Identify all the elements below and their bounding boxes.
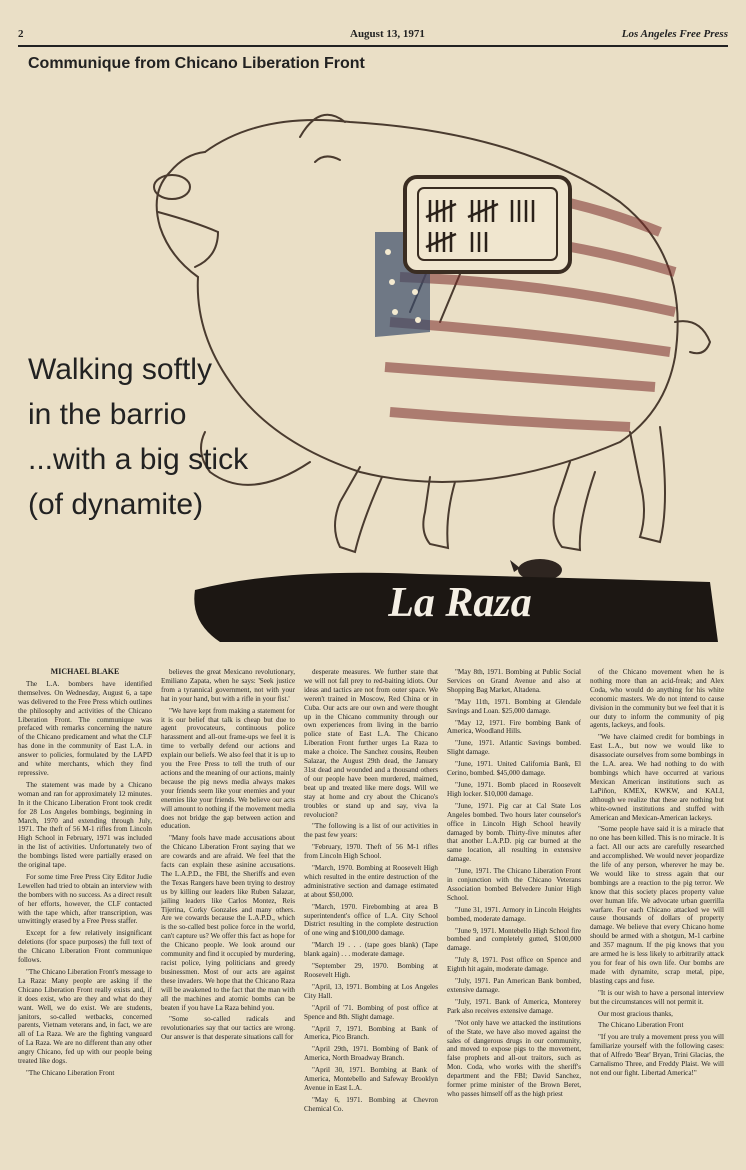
paragraph: "We have kept from making a statement for it is our belief that talk is cheap but due to agent provocateurs, continuous police harassment and all-out frame-ups we feel it is time to verbally defend our actions and explain our beliefs. We also feel that it is up to you the Free Press to tell the truth of our actions and the meaning of our actions, mainly because the pig news media always makes your friends seem like your enemies and your enemies like your friends. We believe our acts will amount to nothing if the movement media does not bridge the gap between action and education. (161, 706, 295, 831)
paragraph: "June, 1971. United California Bank, El Cerino, bombed. $45,000 damage. (447, 760, 581, 778)
paragraph: "Some so-called radicals and revolutionaries say that our tactics are wrong. Our answer is that desperate situations call for (161, 1015, 295, 1042)
paragraph: "It is our wish to have a personal interview but the circumstances will not permit it. (590, 988, 724, 1006)
paragraph: "April 29th, 1971. Bombing of Bank of America, North Broadway Branch. (304, 1045, 438, 1063)
paragraph: The Chicano Liberation Front (598, 1021, 684, 1030)
paragraph: "April 30, 1971. Bombing at Bank of America, Montebello and Safeway Brooklyn Avenue in East L.A. (304, 1066, 438, 1092)
article-column-5 (590, 668, 724, 1158)
byline: MICHAEL BLAKE (50, 668, 120, 676)
paragraph: "June, 1971. Pig car at Cal State Los Angeles bombed. Two hours later counselor's office in Lincoln High School heavily damaged by bomb. Thirty-five minutes after that another L.A.P.D. pig car burned at the same location, all resulting in extensive damage. (447, 801, 581, 864)
paragraph: "April of '71. Bombing of post office at Spence and 8th. Slight damage. (304, 1003, 438, 1021)
headline-line-2: in the barrio (28, 398, 187, 431)
headline (28, 355, 308, 535)
page-number: 2 (18, 28, 24, 40)
paragraph: Except for a few relatively insignificant deletions (for space purposes) the full text of the Chicano Liberation Front communique follows. (18, 929, 152, 965)
issue-date: August 13, 1971 (350, 28, 425, 40)
article-column-3 (304, 668, 438, 1158)
article-body (18, 668, 728, 1158)
article-column-1 (18, 668, 152, 1158)
headline-line-1: Walking softly (28, 353, 212, 386)
paragraph: "Not only have we attacked the institutions of the State, we have also moved against the sales of dangerous drugs in our community, and moved to expose pigs to the movement, false prophets and all-out traitors, such as Mon. Coda, who works with the sheriff's department and the FBI; David Sanchez, former prime minister of the Brown Beret, who passes himself off as the high priest (447, 1018, 581, 1098)
paragraph: "June 31, 1971. Armory in Lincoln Heights bombed, moderate damage. (447, 905, 581, 923)
paragraph: "July 8, 1971. Post office on Spence and Eighth hit again, moderate damage. (447, 956, 581, 974)
paragraph: "March 19 . . . (tape goes blank) (Tape blank again) . . . moderate damage. (304, 941, 438, 959)
paragraph: "May 11th, 1971. Bombing at Glendale Savings and Loan. $25,000 damage. (447, 697, 581, 715)
paragraph: "If you are truly a movement press you will familiarize yourself with the following cases: that of Alfredo 'Bear' Bryan, Trini Glacias, the Carnalismo Three, and Freddy Plaist. We will not end our fight. Libertad America!" (590, 1033, 724, 1077)
paragraph: believes the great Mexicano revolutionary, Emiliano Zapata, when he says: 'Seek justice from a tyrannical government, not with your hat in your hand, but with a rifle in your fist.' (161, 668, 295, 703)
paragraph: "Many fools have made accusations about the Chicano Liberation Front saying that we are cowards and are afraid. We feel that the facts can explain these asinine accusations. The L.A.P.D., the FBI, the Sheriffs and even the Texas Rangers have been trying to destroy us by killing our leaders like Ruben Salazar, jailing leaders like Carlos Montez, Reis Tijerina, Corky Gonzales and many others. Are we cowards because the L.A.P.D., which is the so-called best police force in the world, can't capture us? We offer this fact as hope for the Chicano people. We look around our community and find it occupied by murdering, racist police, lying politicians and greedy businessmen. Most of our acts are against these invaders. We hope that the Chicano Raza will be awakened to the fact that the man with all the machines and atomic bombs can be beaten if you have La Raza behind you. (161, 834, 295, 1012)
paragraph: of the Chicano movement when he is nothing more than an acid-freak; and Alex Coda, who would do anything for his white economic masters. We do not intend to cause division in the community but we feel that it is our duty to inform the community of pig agents, lackeys, and fools. (590, 668, 724, 730)
paragraph: "June 9, 1971. Montebello High School fire bombed and completely gutted, $100,000 damage. (447, 926, 581, 953)
headline-line-4: (of dynamite) (28, 488, 204, 521)
paragraph: "July, 1971. Pan American Bank bombed, extensive damage. (447, 977, 581, 994)
paragraph: "Some people have said it is a miracle that no one has been killed. This is no miracle. It is a fact. All our acts are carefully researched and accomplished. We would never jeopardize the life of any person, wherever he may be. We would like to stress again that our bombings are a reaction to the pig terror. We know that this society places property value over human life. We advocate urban guerrilla warfare. For each Chicano attacked we will cause thousands of dollars of property damage. We believe that every Chicano home should be armed with a shotgun, M-1 carbine and 357 magnum. If the pig knows that you are armed he is less likely to arbitrarily attack you for fear of his own life. Our bombs are made with dynamite, scrap metal, pipe, blasting caps and fuse. (590, 825, 724, 985)
paragraph: "We have claimed credit for bombings in East L.A., but now we would like to disassociate ourselves from some bombings in the L.A. area. We had nothing to do with bombings which have occurred at various Mexican American institutions such as LaPiñon, KMEX, KWKW, and KALI, although we realize that these are nothing but white-owned institutions and stuffed with American and Mexican-American lackeys. (590, 733, 724, 822)
paragraph: "March, 1970. Bombing at Roosevelt High which resulted in the entire destruction of the administrative section and damage estimated at about $50,000. (304, 864, 438, 899)
paragraph: "June, 1971. The Chicano Liberation Front in conjunction with the Chicano Veterans Association bombed Belvedere Junior High School. (447, 867, 581, 902)
section-title: Communique from Chicano Liberation Front (28, 55, 365, 72)
la-raza-banner: La Raza (388, 580, 532, 626)
headline-line-3: ...with a big stick (28, 443, 249, 476)
page-header (18, 28, 728, 42)
paragraph: Our most gracious thanks, (598, 1009, 673, 1018)
paragraph: The L.A. bombers have identified themselves. On Wednesday, August 6, a tape was delivered to the Free Press which outlines the philosophy and activities of the Chicano Liberation Front. The communique was prefaced with remarks concerning the nature of the Chicano predicament and what the CLF has done in the community of East L.A. in answer to policies, formulated by the LAPD and white merchants, which they find repressive. (18, 679, 152, 777)
paragraph: "February, 1970. Theft of 56 M-1 rifles from Lincoln High School. (304, 843, 438, 861)
paragraph: desperate measures. We further state that we will not fall prey to red-baiting idiots. Our ideas and tactics are not from outer space. We weren't trained in Moscow, Red China or in Cuba. Our acts are our own and were thought up in the Chicano community through our own experiences from living in the barrio police state of East L.A. The Chicano Liberation Front further urges La Raza to make a choice. The Sanchez cousins, Reuben Salazar, the August 29th dead, the January 31st dead and wounded and a thousand others of our people have been murdered, maimed, beat up and treated like mere dogs. Will we stay at home and cry about the Chicano's troubles or stand up and say, viva la revolucion? (304, 668, 438, 819)
paper-name: Los Angeles Free Press (621, 28, 728, 40)
paragraph: "June, 1971. Atlantic Savings bombed. Slight damage. (447, 739, 581, 757)
paragraph: For some time Free Press City Editor Judie Lewellen had tried to obtain an interview with the bombers with no success. As a direct result of her efforts, however, the CLF contacted with the tape which, after transcription, was unwittingly erased by a Free Press staffer. (18, 872, 152, 926)
paragraph: "The following is a list of our activities in the past few years: (304, 822, 438, 840)
paragraph: "April, 13, 1971. Bombing at Los Angeles City Hall. (304, 982, 438, 1000)
paragraph: "March, 1970. Firebombing at area B superintendent's office of L.A. City School District resulting in the complete destruction of one wing and $100,000 damage. (304, 902, 438, 938)
article-column-2 (161, 668, 295, 1158)
paragraph: "June, 1971. Bomb placed in Roosevelt High locker. $10,000 damage. (447, 780, 581, 798)
paragraph: "May 12, 1971. Fire bombing Bank of America, Woodland Hills. (447, 718, 581, 736)
article-column-4 (447, 668, 581, 1158)
paragraph: "May 6, 1971. Bombing at Chevron Chemical Co. (304, 1095, 438, 1113)
header-rule (18, 45, 728, 47)
paragraph: "July, 1971. Bank of America, Monterey Park also receives extensive damage. (447, 997, 581, 1015)
paragraph: "The Chicano Liberation Front's message to La Raza: Many people are asking if the Chicano Liberation Front really exists and, if it does exist, who are they and what do they want. Well, we do exist. We are students, janitors, so-called wetbacks, concerned parents, Vietnam veterans and, in fact, we are all of La Raza. We are the fighting vanguard of La Raza. We are no different than any other angry Chicano, fed up with our people being treated like dogs. (18, 968, 152, 1066)
paragraph: The statement was made by a Chicano woman and ran for approximately 12 minutes. In it the Chicano Liberation Front took credit for 28 Los Angeles bombings, beginning in March, 1970 and extending through July, 1971. The theft of 56 M-1 rifles from Lincoln High School in February, 1971 was included in the list of activities. Unfortunately two of the bombings listed were partially erased on the original tape. (18, 780, 152, 870)
paragraph: "April 7, 1971. Bombing at Bank of America, Pico Branch. (304, 1024, 438, 1042)
paragraph: "May 8th, 1971. Bombing at Public Social Services on Grand Avenue and also at Shopping Bag Market, Altadena. (447, 668, 581, 694)
paragraph: "September 29, 1970. Bombing at Roosevelt High. (304, 962, 438, 979)
paragraph: "The Chicano Liberation Front (26, 1068, 115, 1077)
